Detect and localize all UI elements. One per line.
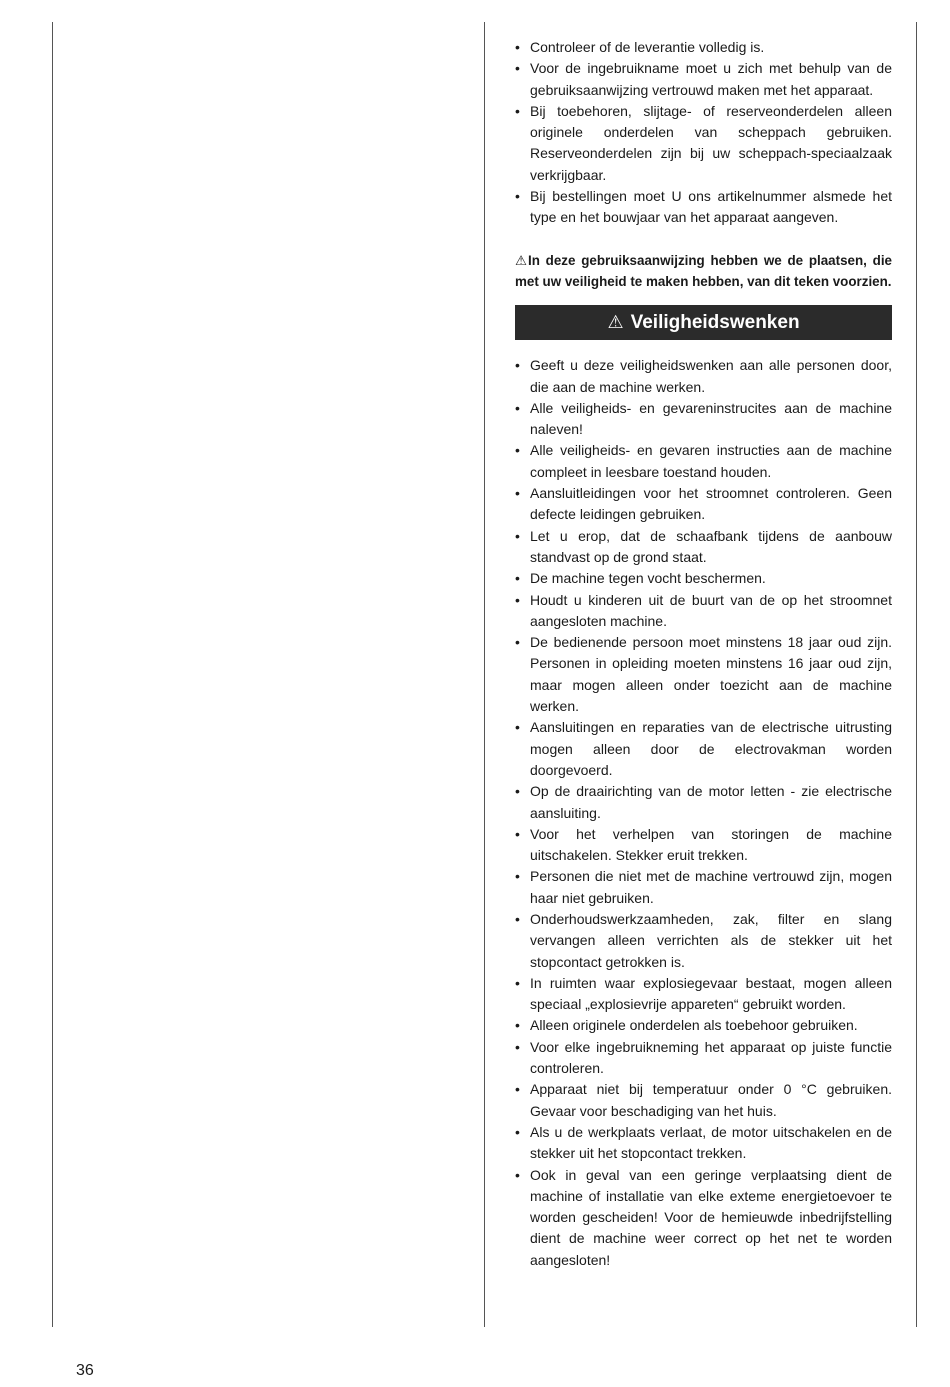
list-item: • Geeft u deze veiligheidswenken aan alle personen door, die aan de machine werken. (515, 357, 892, 395)
warning-triangle-icon: ⚠ (515, 252, 528, 268)
warning-triangle-icon: ⚠ (607, 312, 624, 333)
list-item: • De machine tegen vocht beschermen. (515, 568, 892, 589)
safety-list (515, 355, 892, 1271)
right-text-column (515, 37, 892, 1271)
list-item: • Bij toebehoren, slijtage- of reserveonderdelen alleen originele onderdelen van scheppach gebruiken. Reserveonderdelen zijn bij uw scheppach-speciaalzaak verkrijgbaar. (515, 102, 892, 183)
bullet-icon: • (515, 60, 520, 77)
right-column-rule (916, 22, 917, 1327)
bullet-icon: • (515, 825, 520, 842)
list-item: • Alle veiligheids- en gevareninstrucites aan de machine naleven! (515, 399, 892, 438)
bullet-icon: • (515, 910, 520, 927)
list-item: • Op de draairichting van de motor letten - zie electrische aansluiting. (515, 783, 892, 821)
bullet-icon: • (515, 719, 520, 736)
intro-list (515, 37, 892, 229)
list-item: • Als u de werkplaats verlaat, de motor uitschakelen en de stekker uit het stopcontact trekken. (515, 1123, 892, 1162)
bullet-icon: • (515, 102, 520, 119)
list-item: • Aansluitleidingen voor het stroomnet controleren. Geen defecte leidingen gebruiken. (515, 485, 892, 523)
bullet-icon: • (515, 1017, 520, 1034)
bullet-icon: • (515, 527, 520, 544)
list-item: • Alleen originele onderdelen als toebehoor gebruiken. (515, 1015, 892, 1036)
list-item: • Aansluitingen en reparaties van de electrische uitrusting mogen alleen door de electrovakman worden doorgevoerd. (515, 719, 892, 778)
page-number: 36 (76, 1362, 94, 1379)
bullet-icon: • (515, 1038, 520, 1055)
list-item: • Let u erop, dat de schaafbank tijdens de aanbouw standvast op de grond staat. (515, 527, 892, 565)
list-item: • De bedienende persoon moet minstens 18 jaar oud zijn. Personen in opleiding moeten minstens 16 jaar oud zijn, maar mogen alleen onder toezicht aan de machine werken. (515, 634, 892, 715)
bullet-icon: • (515, 974, 520, 991)
list-item: • In ruimten waar explosiegevaar bestaat, mogen alleen speciaal „explosievrije appareten“ gebruikt worden. (515, 974, 892, 1013)
center-column-rule (484, 22, 485, 1327)
list-item: • Controleer of de leverantie volledig is. (515, 37, 892, 58)
bullet-icon: • (515, 1166, 520, 1183)
bullet-icon: • (515, 783, 520, 800)
bullet-icon: • (515, 868, 520, 885)
list-item: • Onderhoudswerkzaamheden, zak, filter en slang vervangen alleen verrichten als de stekker uit het stopcontact getrokken is. (515, 910, 892, 970)
list-item: • Voor elke ingebruikneming het apparaat op juiste functie controleren. (515, 1038, 892, 1077)
bullet-icon: • (515, 485, 520, 502)
safety-note: ⚠In deze gebruiksaanwijzing hebben we de plaatsen, die met uw veiligheid te maken hebben, van dit teken voorzien. (515, 250, 892, 293)
bullet-icon: • (515, 1081, 520, 1098)
bullet-icon: • (515, 442, 520, 459)
bullet-icon: • (515, 39, 520, 55)
left-column-rule (52, 22, 53, 1327)
bullet-icon: • (515, 570, 520, 587)
list-item: • Personen die niet met de machine vertrouwd zijn, mogen haar niet gebruiken. (515, 868, 892, 906)
section-title: Veiligheidswenken (630, 312, 800, 334)
list-item: • Apparaat niet bij temperatuur onder 0 °C gebruiken. Gevaar voor beschadiging van het huis. (515, 1081, 892, 1119)
bullet-icon: • (515, 591, 520, 608)
list-item: • Bij bestellingen moet U ons artikelnummer alsmede het type en het bouwjaar van het apparaat aangeven. (515, 188, 892, 226)
list-item: • Alle veiligheids- en gevaren instructies aan de machine compleet in leesbare toestand houden. (515, 442, 892, 480)
section-heading-banner (515, 305, 892, 340)
bullet-icon: • (515, 357, 520, 374)
list-item: • Voor het verhelpen van storingen de machine uitschakelen. Stekker eruit trekken. (515, 825, 892, 864)
list-item: • Houdt u kinderen uit de buurt van de op het stroomnet aangesloten machine. (515, 591, 892, 629)
bullet-icon: • (515, 188, 520, 205)
list-item: • Ook in geval van een geringe verplaatsing dient de machine of installatie van elke exteme energietoevoer te worden gescheiden! Voor de hemieuwde inbedrijfstelling dient de machine weer correct op het net te worden aangesloten! (515, 1166, 892, 1268)
bullet-icon: • (515, 634, 520, 651)
bullet-icon: • (515, 1123, 520, 1140)
bullet-icon: • (515, 399, 520, 416)
list-item: • Voor de ingebruikname moet u zich met behulp van de gebruiksaanwijzing vertrouwd maken met het apparaat. (515, 60, 892, 98)
